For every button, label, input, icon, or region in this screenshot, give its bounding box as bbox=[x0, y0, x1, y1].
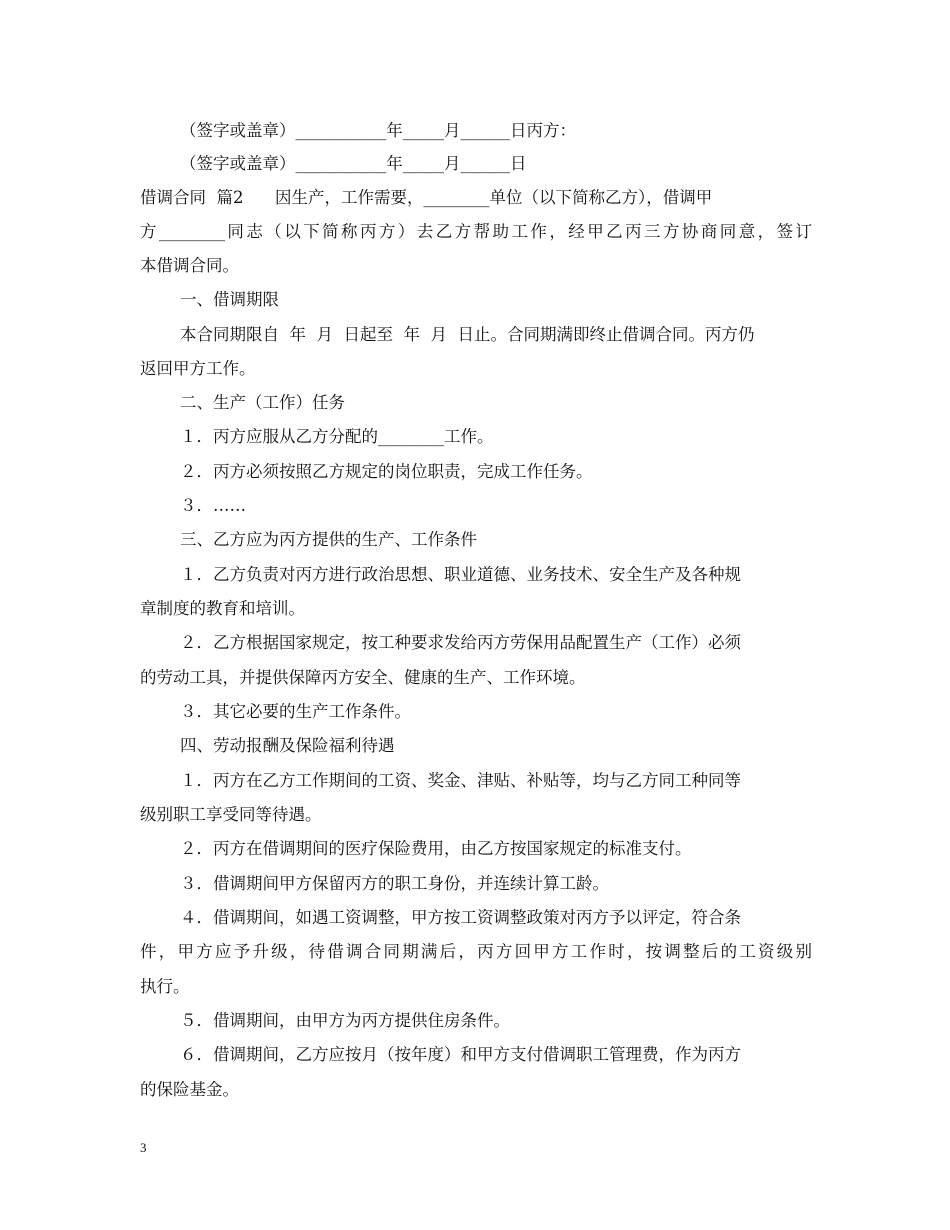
list-item: ６．借调期间，乙方应按月（按年度）和甲方支付借调职工管理费，作为丙方 bbox=[180, 1045, 741, 1064]
list-item-continuation: 的保险基金。 bbox=[140, 1080, 239, 1099]
list-item: ４．借调期间，如遇工资调整，甲方按工资调整政策对丙方予以评定，符合条 bbox=[180, 908, 741, 927]
contract-intro-line-1: 借调合同 篇2 因生产，工作需要，________单位（以下简称乙方），借调甲 bbox=[140, 188, 713, 207]
list-item: ５．借调期间，由甲方为丙方提供住房条件。 bbox=[180, 1011, 510, 1030]
list-item: ３．…… bbox=[180, 496, 246, 515]
signature-line-1: （签字或盖章）___________年_____月______日丙方： bbox=[180, 121, 576, 140]
section-heading-1: 一、借调期限 bbox=[180, 290, 279, 309]
list-item: １．丙方在乙方工作期间的工资、奖金、津贴、补贴等，均与乙方同工种同等 bbox=[180, 771, 741, 790]
list-item: ３．借调期间甲方保留丙方的职工身份，并连续计算工龄。 bbox=[180, 874, 609, 893]
paragraph-line: 返回甲方工作。 bbox=[140, 359, 256, 378]
paragraph-line: 本合同期限自 年 月 日起至 年 月 日止。合同期满即终止借调合同。丙方仍 bbox=[180, 325, 755, 344]
list-item-continuation: 的劳动工具，并提供保障丙方安全、健康的生产、工作环境。 bbox=[140, 668, 586, 687]
section-heading-4: 四、劳动报酬及保险福利待遇 bbox=[180, 736, 395, 755]
list-item: ２．丙方在借调期间的医疗保险费用，由乙方按国家规定的标准支付。 bbox=[180, 839, 692, 858]
page-number: 3 bbox=[140, 1140, 147, 1155]
list-item: １．丙方应服从乙方分配的________工作。 bbox=[180, 427, 494, 446]
list-item: １．乙方负责对丙方进行政治思想、职业道德、业务技术、安全生产及各种规 bbox=[180, 565, 741, 584]
list-item-continuation: 执行。 bbox=[140, 977, 190, 996]
section-heading-3: 三、乙方应为丙方提供的生产、工作条件 bbox=[180, 530, 477, 549]
section-heading-2: 二、生产（工作）任务 bbox=[180, 393, 345, 412]
list-item: ２．乙方根据国家规定，按工种要求发给丙方劳保用品配置生产（工作）必须 bbox=[180, 633, 741, 652]
contract-intro-line-3: 本借调合同。 bbox=[140, 256, 239, 275]
list-item: ２．丙方必须按照乙方规定的岗位职责，完成工作任务。 bbox=[180, 462, 593, 481]
list-item-continuation: 件，甲方应予升级，待借调合同期满后，丙方回甲方工作时，按调整后的工资级别 bbox=[140, 942, 812, 961]
list-item-continuation: 章制度的教育和培训。 bbox=[140, 599, 305, 618]
list-item-continuation: 级别职工享受同等待遇。 bbox=[140, 805, 322, 824]
signature-line-2: （签字或盖章）___________年_____月______日 bbox=[180, 154, 527, 173]
list-item: ３．其它必要的生产工作条件。 bbox=[180, 702, 411, 721]
contract-intro-line-2: 方________同志（以下简称丙方）去乙方帮助工作，经甲乙丙三方协商同意，签订 bbox=[140, 222, 812, 241]
